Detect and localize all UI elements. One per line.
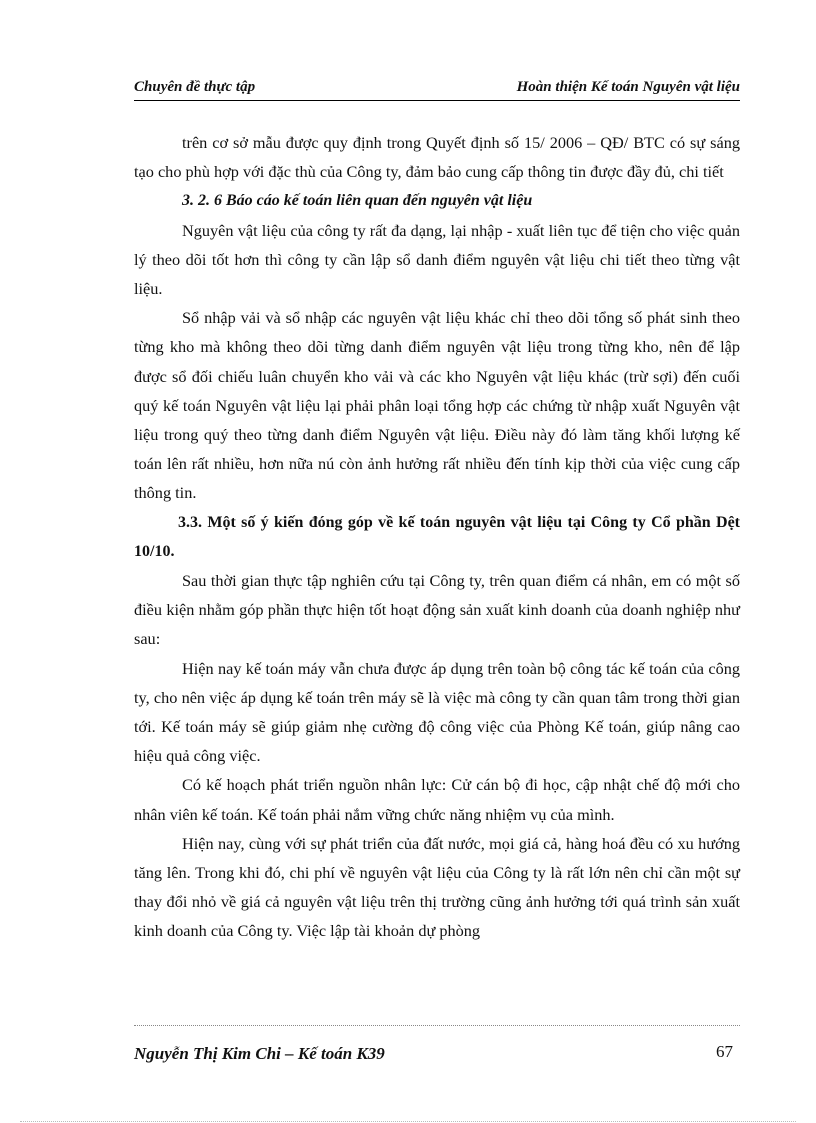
header-right-title: Hoàn thiện Kế toán Nguyên vật liệu bbox=[516, 79, 740, 95]
paragraph-2: Sổ nhập vải và sổ nhập các nguyên vật liệu khác chỉ theo dõi tổng số phát sinh theo từng kho mà không theo dõi từng danh điểm nguyên vật liệu trong từng kho, nên để lập được sổ đối chiếu luân chuyển kho vải và các kho Nguyên vật liệu khác (trừ sợi) đến cuối quý kế toán Nguyên vật liệu lại phải phân loại tổng hợp các chứng từ nhập xuất Nguyên vật liệu trong quý theo từng danh điểm Nguyên vật liệu. Điều này đó làm tăng khối lượng kế toán lên rất nhiều, hơn nữa nú còn ảnh hưởng rất nhiều đến tính kịp thời của việc cung cấp thông tin. bbox=[134, 308, 740, 503]
page-number: 67 bbox=[716, 1042, 733, 1061]
page-body bbox=[134, 128, 740, 946]
footer-divider bbox=[134, 1025, 740, 1026]
section-heading-3-3: 3.3. Một số ý kiến đóng góp về kế toán nguyên vật liệu tại Công ty Cổ phần Dệt 10/10. bbox=[134, 513, 740, 560]
paragraph-3: Sau thời gian thực tập nghiên cứu tại Công ty, trên quan điểm cá nhân, em có một số điều kiện nhằm góp phần thực hiện tốt hoạt động sản xuất kinh doanh của doanh nghiệp như sau: bbox=[134, 571, 740, 649]
page-bottom-border bbox=[20, 1121, 796, 1122]
footer-author: Nguyễn Thị Kim Chi – Kế toán K39 bbox=[134, 1044, 385, 1063]
paragraph-5: Có kế hoạch phát triển nguồn nhân lực: Cử cán bộ đi học, cập nhật chế độ mới cho nhân viên kế toán. Kế toán phải nắm vững chức năng nhiệm vụ của mình. bbox=[134, 775, 740, 824]
running-header bbox=[134, 76, 740, 101]
paragraph-6: Hiện nay, cùng với sự phát triển của đất nước, mọi giá cả, hàng hoá đều có xu hướng tăng lên. Trong khi đó, chi phí về nguyên vật liệu của Công ty là rất lớn nên chỉ cần một sự thay đổi nhỏ về giá cả nguyên vật liệu trên thị trường cũng ảnh hưởng tới quá trình sản xuất kinh doanh của Công ty. Việc lập tài khoản dự phòng bbox=[134, 833, 740, 941]
section-heading-3-2-6: 3. 2. 6 Báo cáo kế toán liên quan đến nguyên vật liệu bbox=[182, 192, 533, 210]
paragraph-intro: trên cơ sở mẫu được quy định trong Quyết định số 15/ 2006 – QĐ/ BTC có sự sáng tạo cho phù hợp với đặc thù của Công ty, đảm bảo cung cấp thông tin được đầy đủ, chi tiết bbox=[134, 133, 740, 182]
paragraph-1: Nguyên vật liệu của công ty rất đa dạng, lại nhập - xuất liên tục để tiện cho việc quản lý theo dõi tốt hơn thì công ty cần lập sổ danh điểm nguyên vật liệu chi tiết theo từng vật liệu. bbox=[134, 220, 740, 299]
paragraph-4: Hiện nay kế toán máy vẫn chưa được áp dụng trên toàn bộ công tác kế toán của công ty, cho nên việc áp dụng kế toán trên máy sẽ là việc mà công ty cần quan tâm trong thời gian tới. Kế toán máy sẽ giúp giảm nhẹ cường độ công việc của Phòng Kế toán, giúp nâng cao hiệu quả công việc. bbox=[134, 658, 740, 766]
header-left-title: Chuyên đề thực tập bbox=[134, 79, 256, 95]
